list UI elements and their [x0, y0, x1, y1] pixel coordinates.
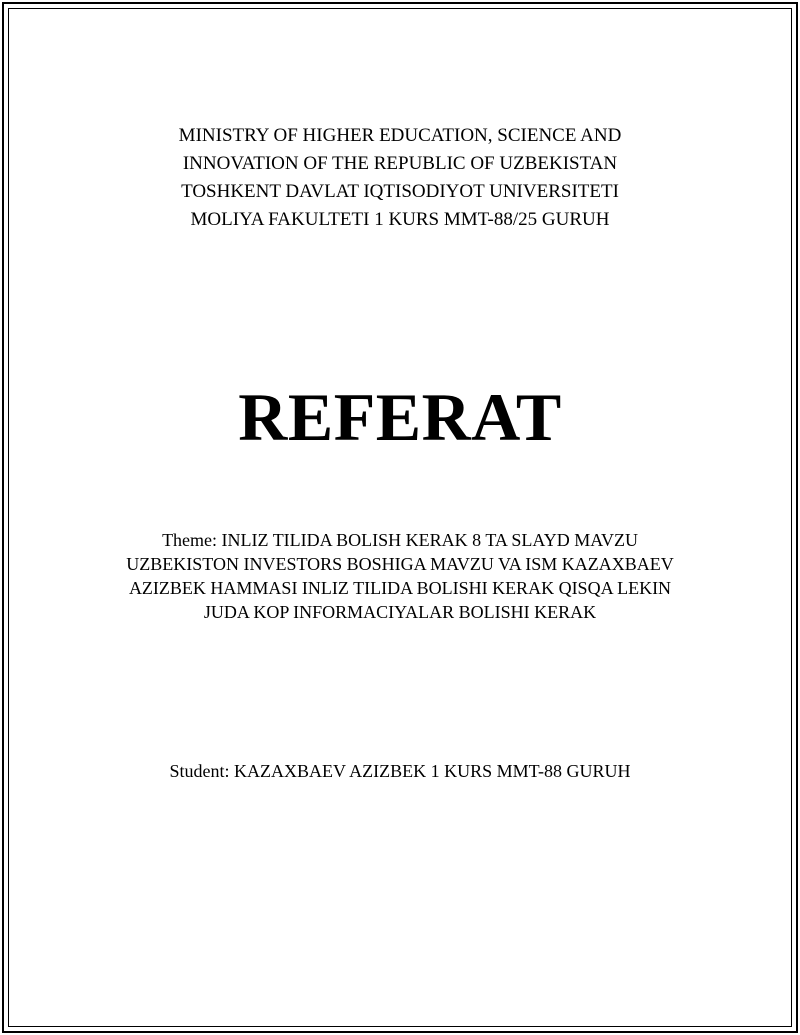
institution-header — [0, 122, 800, 234]
student-info: Student: KAZAXBAEV AZIZBEK 1 KURS MMT-88 GURUH — [169, 761, 631, 781]
header-line-university: TOSHKENT DAVLAT IQTISODIYOT UNIVERSITETI — [181, 181, 619, 202]
header-line-faculty: MOLIYA FAKULTETI 1 KURS MMT-88/25 GURUH — [190, 209, 610, 230]
theme-text: Theme: INLIZ TILIDA BOLISH KERAK 8 TA SLAYD MAVZU UZBEKISTON INVESTORS BOSHIGA MAVZU VA ISM KAZAXBAEV AZIZBEK HAMMASI INLIZ TILIDA BOLISHI KERAK QISQA LEKIN JUDA KOP INFORMACIYALAR BOLISHI KERAK — [126, 530, 674, 622]
document-title: REFERAT — [238, 379, 562, 455]
header-line-ministry: MINISTRY OF HIGHER EDUCATION, SCIENCE AND — [178, 125, 622, 146]
header-line-innovation: INNOVATION OF THE REPUBLIC OF UZBEKISTAN — [182, 153, 618, 174]
